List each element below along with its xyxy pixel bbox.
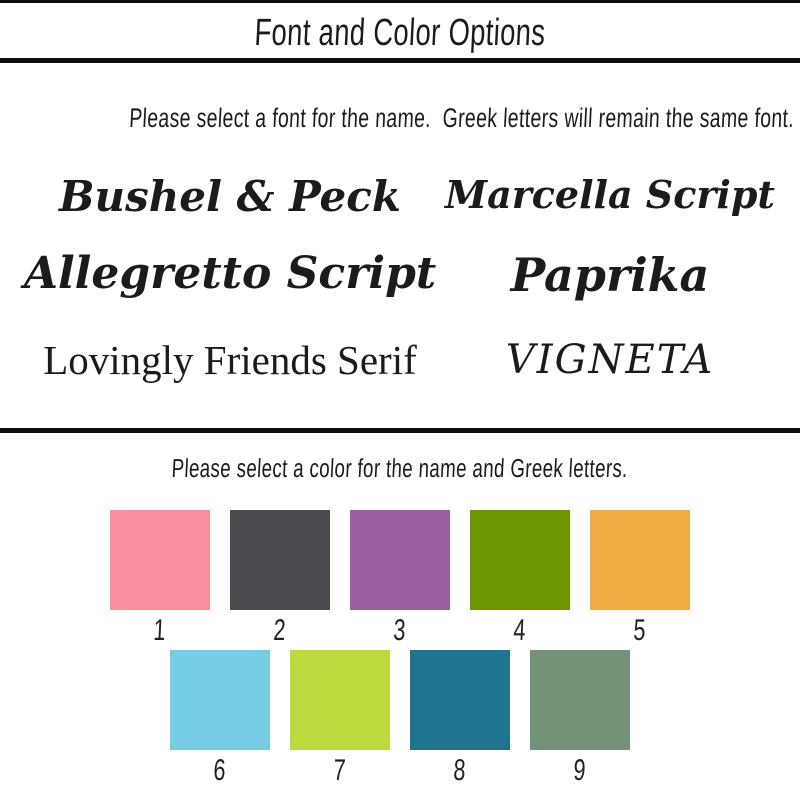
color-option-1[interactable] [110, 510, 210, 648]
font-option-vigneta[interactable]: VIGNETA [505, 337, 715, 383]
color-option-7[interactable] [290, 650, 390, 788]
color-swatch-row-2 [170, 650, 630, 788]
color-number-4: 4 [513, 614, 528, 647]
color-swatch-5[interactable] [590, 510, 690, 610]
color-swatch-row-1 [110, 510, 690, 648]
color-swatch-9[interactable] [530, 650, 630, 750]
color-number-3: 3 [393, 614, 408, 647]
color-number-5: 5 [633, 614, 648, 647]
color-option-6[interactable] [170, 650, 270, 788]
color-option-9[interactable] [530, 650, 630, 788]
color-option-5[interactable] [590, 510, 690, 648]
color-swatch-6[interactable] [170, 650, 270, 750]
color-instruction-text: Please select a color for the name and Greek letters. [171, 453, 629, 483]
color-swatch-4[interactable] [470, 510, 570, 610]
color-swatch-2[interactable] [230, 510, 330, 610]
section-divider-rule [0, 428, 800, 433]
color-instruction [0, 453, 800, 484]
color-number-9: 9 [573, 754, 588, 787]
color-option-8[interactable] [410, 650, 510, 788]
color-swatch-3[interactable] [350, 510, 450, 610]
color-number-7: 7 [333, 754, 348, 787]
page-title [0, 12, 800, 55]
color-number-1: 1 [153, 614, 168, 647]
font-instruction [0, 103, 800, 134]
color-option-2[interactable] [230, 510, 330, 648]
color-swatch-1[interactable] [110, 510, 210, 610]
page-title-text: Font and Color Options [253, 12, 547, 54]
color-option-4[interactable] [470, 510, 570, 648]
color-number-6: 6 [213, 754, 228, 787]
color-option-3[interactable] [350, 510, 450, 648]
font-option-marcella-script[interactable]: Marcella Script [445, 172, 775, 217]
color-swatch-8[interactable] [410, 650, 510, 750]
color-swatch-7[interactable] [290, 650, 390, 750]
top-border-rule [0, 0, 800, 3]
color-number-2: 2 [273, 614, 288, 647]
color-number-8: 8 [453, 754, 468, 787]
font-option-paprika[interactable]: Paprika [510, 248, 710, 302]
font-option-allegretto-script[interactable]: Allegretto Script [23, 248, 437, 299]
header-divider-rule [0, 58, 800, 63]
font-option-bushel-and-peck[interactable]: Bushel & Peck [59, 172, 401, 221]
font-instruction-text: Please select a font for the name. Greek letters will remain the same font. [128, 103, 795, 133]
font-option-lovingly-friends-serif[interactable]: Lovingly Friends Serif [43, 337, 417, 383]
